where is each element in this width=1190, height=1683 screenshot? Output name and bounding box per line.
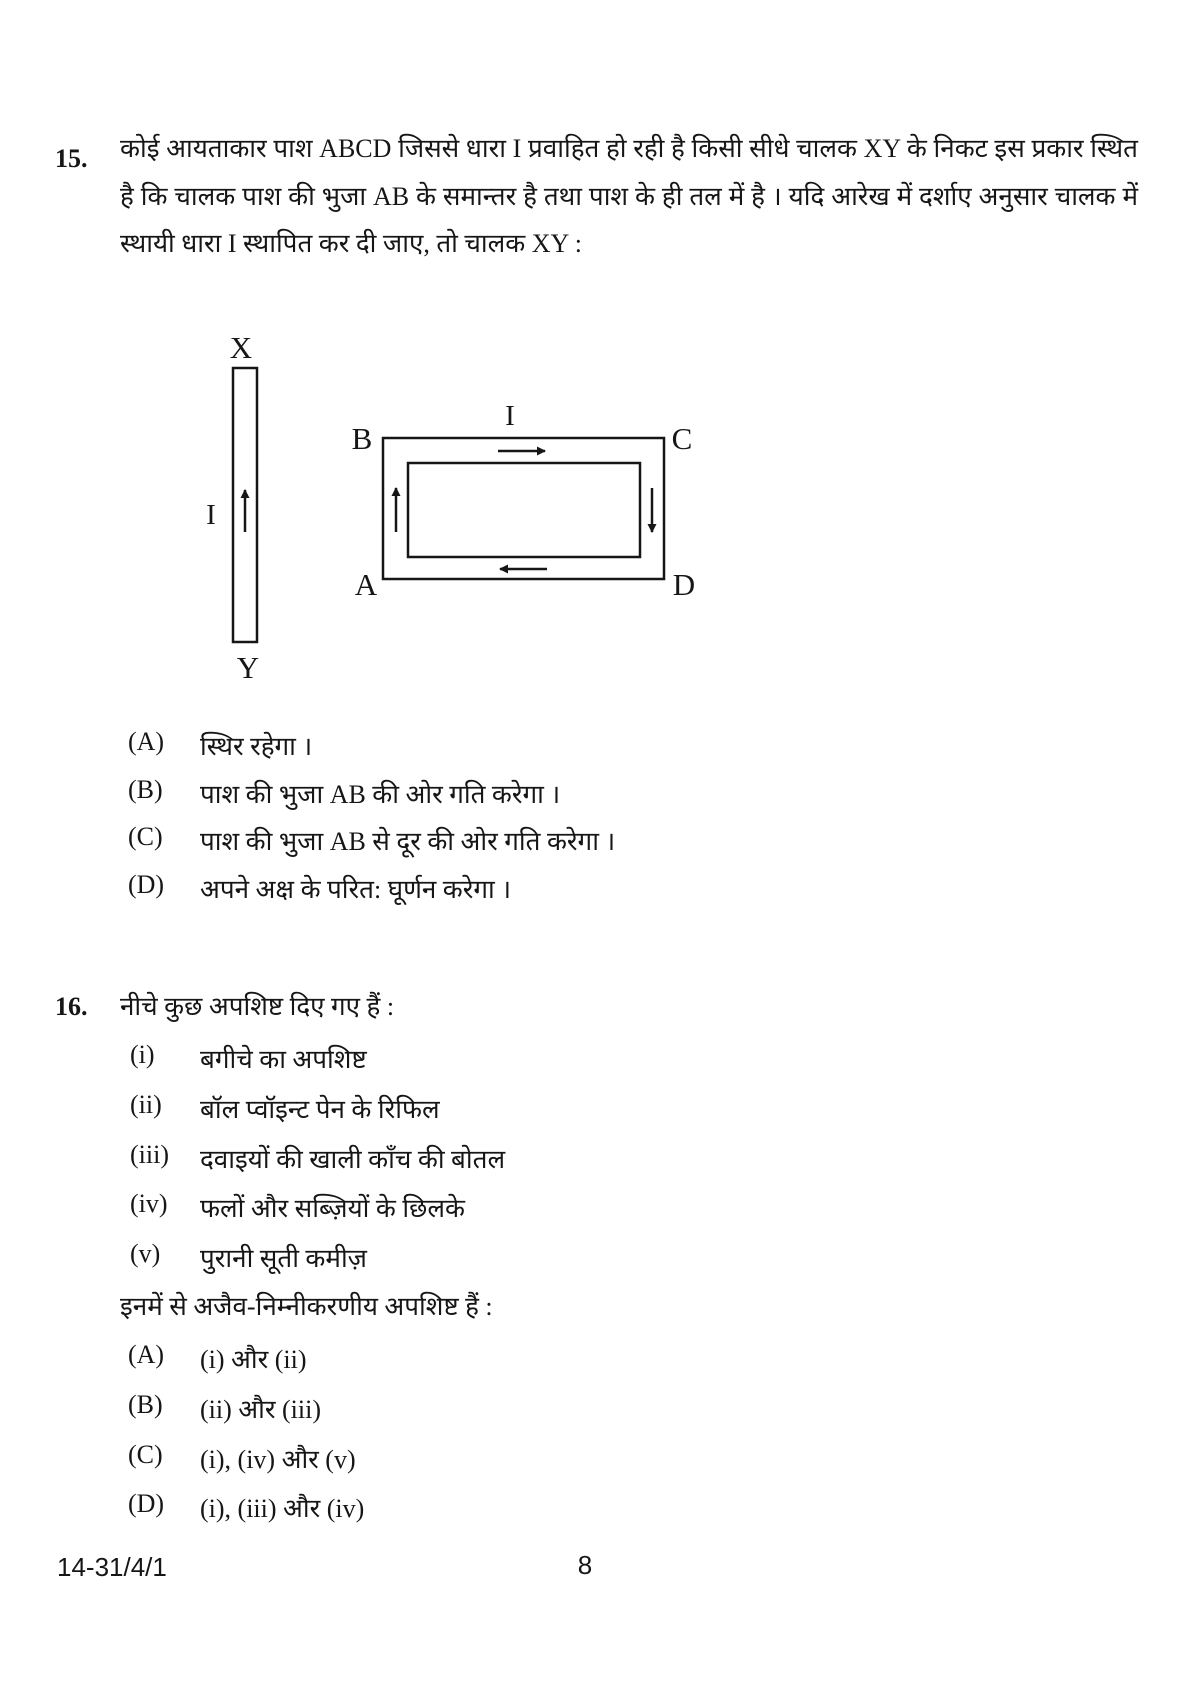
loop-corner-a-label: A — [354, 567, 378, 602]
option-key: (B) — [128, 774, 163, 804]
option-text: (i) और (ii) — [200, 1345, 307, 1374]
q16-option-b — [128, 1390, 364, 1440]
q15-option-d — [128, 870, 615, 918]
q15-options — [128, 727, 615, 917]
q15-option-a — [128, 727, 615, 775]
item-text: फलों और सब्ज़ियों के छिलके — [200, 1194, 465, 1224]
item-key: (v) — [130, 1239, 161, 1269]
q15-number: 15. — [55, 144, 88, 173]
option-key: (B) — [128, 1389, 163, 1419]
conductor-current-label: I — [206, 499, 216, 531]
option-key: (D) — [128, 869, 165, 899]
q16-question: इनमें से अजैव-निम्नीकरणीय अपशिष्ट हैं : — [120, 1292, 493, 1321]
conductor-bottom-label: Y — [236, 650, 260, 685]
option-text: पाश की भुजा AB से दूर की ओर गति करेगा । — [200, 827, 616, 857]
loop-current-label: I — [505, 400, 515, 432]
q16-option-d — [128, 1489, 364, 1539]
q15-text: कोई आयताकार पाश ABCD जिससे धारा I प्रवाहित हो रही है किसी सीधे चालक XY के निकट इस प्रकार स्थित है कि चालक पाश की भुजा AB के समान्तर है तथा पाश के ही तल में है । यदि आरेख में दर्शाए अनुसार चालक में स्थायी धारा I स्थापित कर दी जाए, तो चालक XY : — [120, 134, 1138, 259]
option-text: स्थिर रहेगा । — [200, 732, 313, 761]
conductor-top-label: X — [229, 330, 253, 365]
footer-paper-code: 14-31/4/1 — [57, 1552, 167, 1582]
q16-intro: नीचे कुछ अपशिष्ट दिए गए हैं : — [120, 992, 395, 1021]
q16-item-v — [130, 1239, 505, 1289]
option-text: (i), (iii) और (iv) — [200, 1494, 365, 1524]
item-text: बॉल प्वॉइन्ट पेन के रिफिल — [200, 1094, 440, 1124]
item-key: (i) — [130, 1040, 155, 1069]
q16-item-i — [130, 1040, 505, 1090]
q16-option-a — [128, 1340, 364, 1390]
item-key: (iii) — [130, 1139, 169, 1169]
q15-option-b — [128, 775, 615, 823]
q16-items — [130, 1040, 505, 1289]
item-key: (ii) — [130, 1089, 162, 1119]
item-key: (iv) — [130, 1189, 168, 1219]
option-key: (C) — [128, 822, 163, 852]
option-key: (C) — [128, 1439, 163, 1469]
option-text: (ii) और (iii) — [200, 1394, 321, 1424]
item-text: बगीचे का अपशिष्ट — [200, 1045, 367, 1074]
q16-options — [128, 1340, 364, 1539]
footer-page-number: 8 — [577, 1550, 593, 1580]
loop-corner-d-label: D — [672, 567, 696, 602]
q15-option-c — [128, 822, 615, 870]
q15-circuit-diagram — [178, 312, 708, 690]
q16-option-c — [128, 1440, 364, 1490]
loop-corner-b-label: B — [351, 421, 373, 456]
option-text: (i), (iv) और (v) — [200, 1444, 356, 1474]
q16-item-iv — [130, 1189, 505, 1239]
option-key: (D) — [128, 1489, 165, 1519]
q16-number: 16. — [55, 992, 88, 1021]
item-text: दवाइयों की खाली काँच की बोतल — [200, 1144, 506, 1174]
option-key: (A) — [128, 727, 165, 756]
loop-inner-rect — [408, 463, 640, 557]
loop-corner-c-label: C — [671, 421, 693, 456]
q16-item-ii — [130, 1090, 505, 1140]
option-text: अपने अक्ष के परित: घूर्णन करेगा । — [200, 874, 512, 904]
option-text: पाश की भुजा AB की ओर गति करेगा । — [200, 779, 561, 809]
option-key: (A) — [128, 1340, 165, 1369]
q16-item-iii — [130, 1140, 505, 1190]
item-text: पुरानी सूती कमीज़ — [200, 1244, 367, 1274]
